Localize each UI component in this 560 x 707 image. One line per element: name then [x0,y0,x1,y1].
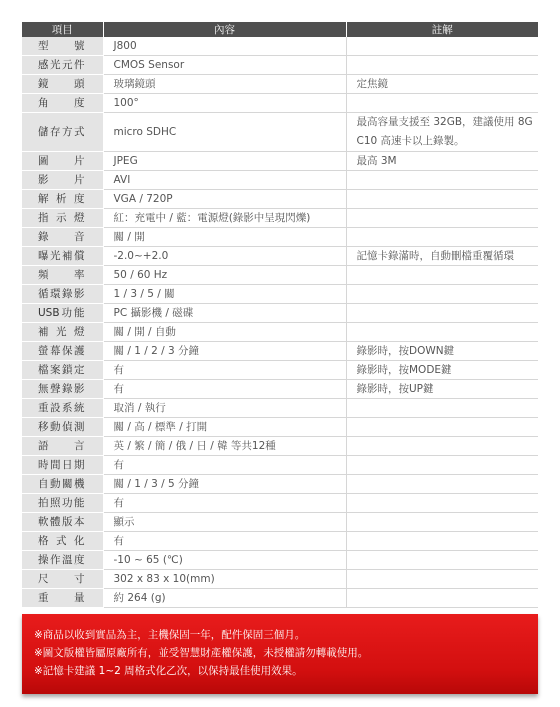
spec-label: 格式化 [22,532,103,551]
spec-label: 補光燈 [22,323,103,342]
notice-line: ※商品以收到實品為主，主機保固一年，配件保固三個月。 [34,629,306,641]
spec-row [22,247,538,266]
spec-note [346,323,538,342]
spec-value: 取消 / 執行 [103,399,346,418]
spec-value: 有 [103,494,346,513]
spec-note [346,513,538,532]
spec-row [22,190,538,209]
spec-value: VGA / 720P [103,190,346,209]
spec-label: 螢幕保護 [22,342,103,361]
spec-value: 有 [103,532,346,551]
spec-note [346,551,538,570]
spec-value: 關 / 1 / 2 / 3 分鐘 [103,342,346,361]
spec-row [22,56,538,75]
spec-value: 英 / 繁 / 簡 / 俄 / 日 / 韓 等共12種 [103,437,346,456]
spec-row [22,418,538,437]
spec-row [22,589,538,608]
spec-label: 移動偵測 [22,418,103,437]
spec-note: 最高容量支援至 32GB，建議使用 8G C10 高速卡以上錄製。 [346,113,538,152]
spec-note: 記憶卡錄滿時，自動刪檔重覆循環 [346,247,538,266]
spec-body [22,37,538,608]
spec-note [346,209,538,228]
spec-row [22,209,538,228]
header-note: 註解 [346,22,538,37]
spec-label: 時間日期 [22,456,103,475]
header-item: 項目 [22,22,103,37]
spec-value: 302 x 83 x 10(mm) [103,570,346,589]
spec-row [22,75,538,94]
spec-note: 錄影時，按DOWN鍵 [346,342,538,361]
spec-value: J800 [103,37,346,56]
spec-value: micro SDHC [103,113,346,152]
spec-note: 錄影時，按UP鍵 [346,380,538,399]
spec-note [346,494,538,513]
spec-label: 自動關機 [22,475,103,494]
spec-row [22,494,538,513]
spec-label: 圖片 [22,152,103,171]
spec-label: 循環錄影 [22,285,103,304]
spec-label: 重量 [22,589,103,608]
spec-label: 解析度 [22,190,103,209]
notice-line: ※圖文版權皆屬原廠所有，並受智慧財產權保護，未授權請勿轉載使用。 [34,647,369,659]
spec-value: 關 / 高 / 標準 / 打開 [103,418,346,437]
spec-value: 紅：充電中 / 藍：電源燈(錄影中呈現閃爍) [103,209,346,228]
spec-value: 1 / 3 / 5 / 關 [103,285,346,304]
spec-note [346,171,538,190]
spec-row [22,228,538,247]
spec-value: 顯示 [103,513,346,532]
spec-header-row [22,22,538,37]
spec-label: 影片 [22,171,103,190]
spec-row [22,171,538,190]
spec-note [346,418,538,437]
spec-note [346,570,538,589]
spec-note [346,56,538,75]
spec-note: 定焦鏡 [346,75,538,94]
spec-value: 約 264 (g) [103,589,346,608]
spec-note [346,285,538,304]
spec-table [22,22,538,608]
spec-value: 50 / 60 Hz [103,266,346,285]
notice-line: ※記憶卡建議 1~2 周格式化乙次，以保持最佳使用效果。 [34,665,303,677]
spec-label: 曝光補償 [22,247,103,266]
spec-row [22,342,538,361]
spec-label: USB功能 [22,304,103,323]
header-content: 內容 [103,22,346,37]
spec-row [22,532,538,551]
spec-row [22,323,538,342]
spec-row [22,456,538,475]
spec-note: 錄影時，按MODE鍵 [346,361,538,380]
spec-label: 感光元件 [22,56,103,75]
spec-label: 拍照功能 [22,494,103,513]
spec-row [22,380,538,399]
spec-note [346,37,538,56]
spec-label: 無聲錄影 [22,380,103,399]
spec-note [346,94,538,113]
spec-row [22,152,538,171]
spec-note [346,589,538,608]
spec-note [346,456,538,475]
spec-value: 有 [103,380,346,399]
spec-value: 關 / 開 / 自動 [103,323,346,342]
spec-label: 鏡頭 [22,75,103,94]
spec-value: PC 攝影機 / 磁碟 [103,304,346,323]
spec-note: 最高 3M [346,152,538,171]
spec-row [22,266,538,285]
spec-row [22,304,538,323]
spec-value: 玻璃鏡頭 [103,75,346,94]
spec-row [22,475,538,494]
spec-label: 型號 [22,37,103,56]
spec-row [22,285,538,304]
spec-label: 重設系統 [22,399,103,418]
spec-row [22,361,538,380]
spec-label: 軟體版本 [22,513,103,532]
spec-note [346,437,538,456]
spec-label: 指示燈 [22,209,103,228]
spec-note [346,399,538,418]
spec-value: AVI [103,171,346,190]
spec-label: 檔案鎖定 [22,361,103,380]
notice-banner [22,614,538,694]
spec-row [22,113,538,152]
spec-label: 錄音 [22,228,103,247]
spec-note [346,532,538,551]
spec-value: -10 ~ 65 (℃) [103,551,346,570]
spec-label: 儲存方式 [22,113,103,152]
spec-label: 語言 [22,437,103,456]
spec-note [346,304,538,323]
spec-value: JPEG [103,152,346,171]
spec-value: 有 [103,456,346,475]
spec-note [346,266,538,285]
spec-value: CMOS Sensor [103,56,346,75]
spec-row [22,570,538,589]
spec-row [22,513,538,532]
spec-value: 有 [103,361,346,380]
spec-note [346,190,538,209]
spec-value: 關 / 1 / 3 / 5 分鐘 [103,475,346,494]
spec-note [346,475,538,494]
spec-label: 角度 [22,94,103,113]
spec-row [22,551,538,570]
spec-value: -2.0~+2.0 [103,247,346,266]
spec-value: 100° [103,94,346,113]
spec-row [22,437,538,456]
spec-row [22,399,538,418]
spec-label: 操作溫度 [22,551,103,570]
spec-value: 關 / 開 [103,228,346,247]
spec-row [22,94,538,113]
spec-label: 頻率 [22,266,103,285]
spec-label: 尺寸 [22,570,103,589]
spec-row [22,37,538,56]
spec-note [346,228,538,247]
